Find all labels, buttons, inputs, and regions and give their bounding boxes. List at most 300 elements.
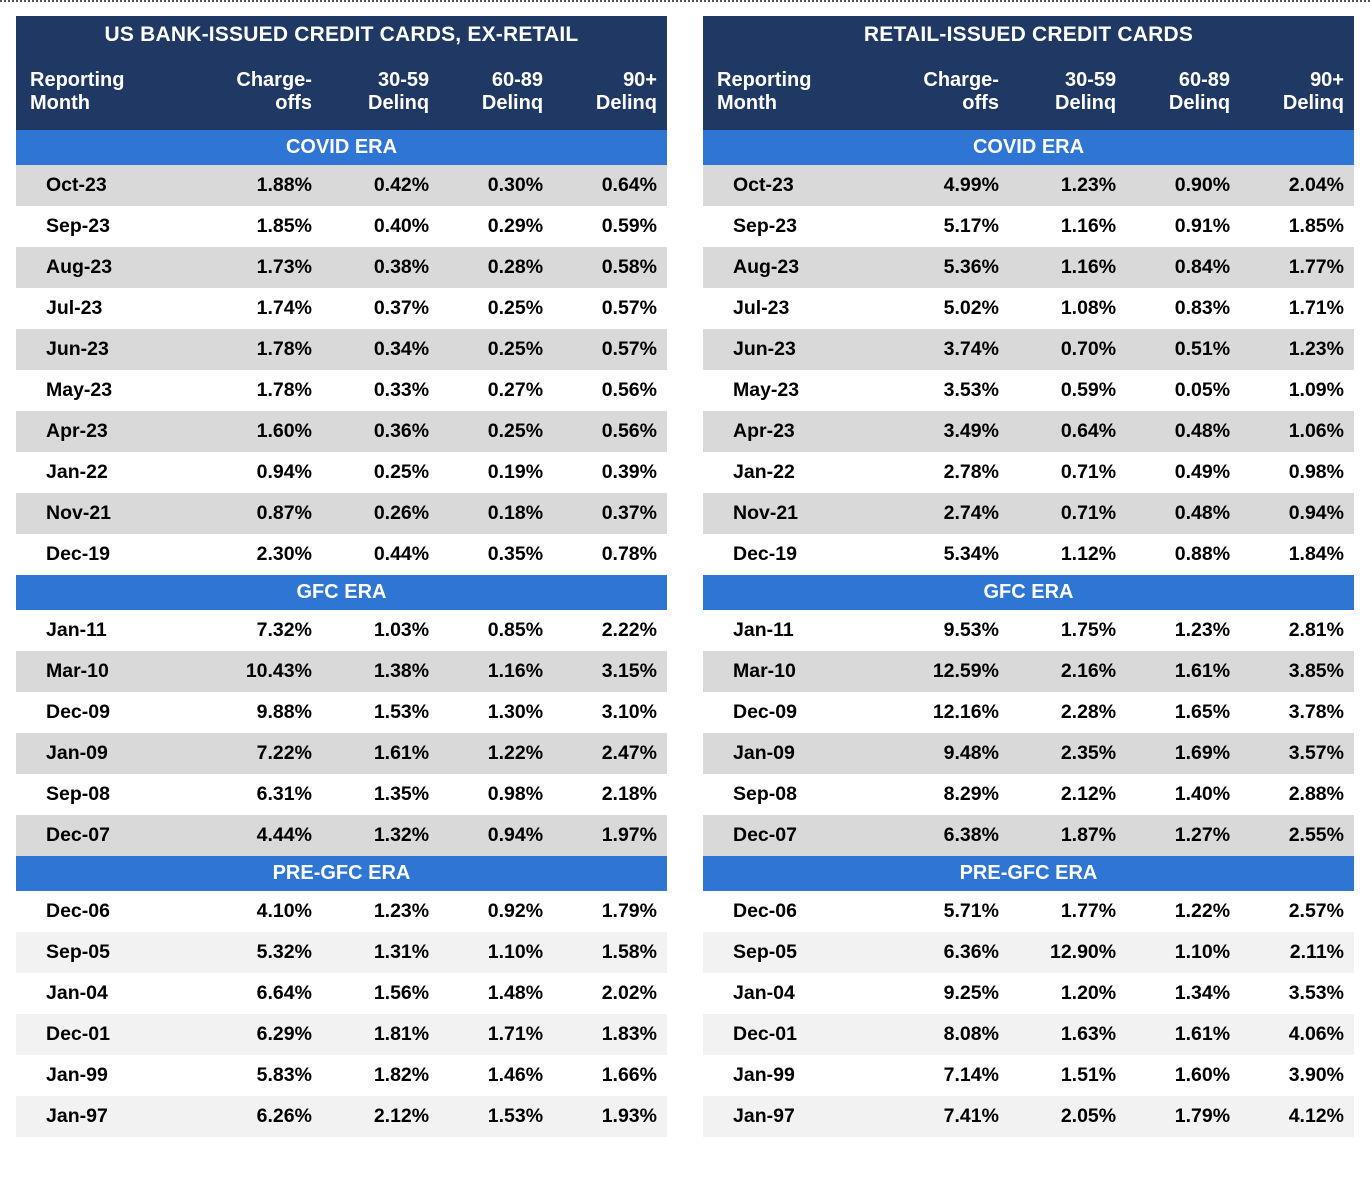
cell-month: Jul-23 [703,288,885,329]
table-row [703,206,1354,247]
cell-90-plus: 0.37% [553,493,667,534]
column-header-reporting-month [16,54,198,130]
cell-30-59: 0.71% [1009,493,1126,534]
cell-month: Dec-19 [16,534,198,575]
cell-30-59: 1.61% [322,733,439,774]
cell-30-59: 1.77% [1009,891,1126,932]
column-header-90-plus-delinq [1240,54,1354,130]
cell-month: Sep-23 [16,206,198,247]
cell-month: Jan-97 [16,1096,198,1137]
cell-charge-offs: 9.88% [198,692,322,733]
table-row [16,815,667,856]
cell-60-89: 0.92% [439,891,553,932]
section-header-row [703,575,1354,610]
table-row [16,329,667,370]
cell-month: Dec-01 [703,1014,885,1055]
cell-charge-offs: 7.41% [885,1096,1009,1137]
table-bank-issued [16,16,667,1137]
table-header-row [703,54,1354,130]
cell-month: Mar-10 [16,651,198,692]
table-row [16,1096,667,1137]
cell-charge-offs: 3.49% [885,411,1009,452]
header-line-2: Delinq [368,92,430,114]
cell-90-plus: 2.22% [553,610,667,651]
cell-30-59: 1.03% [322,610,439,651]
cell-month: Jan-09 [16,733,198,774]
table-row [16,206,667,247]
cell-60-89: 0.18% [439,493,553,534]
cell-90-plus: 0.78% [553,534,667,575]
cell-60-89: 1.61% [1126,651,1240,692]
cell-90-plus: 1.83% [553,1014,667,1055]
section-label: GFC ERA [703,575,1354,610]
cell-charge-offs: 5.71% [885,891,1009,932]
table-row [703,288,1354,329]
cell-90-plus: 1.06% [1240,411,1354,452]
cell-month: Dec-07 [703,815,885,856]
cell-60-89: 0.05% [1126,370,1240,411]
cell-month: Jan-04 [16,973,198,1014]
cell-30-59: 0.33% [322,370,439,411]
cell-charge-offs: 10.43% [198,651,322,692]
cell-30-59: 1.75% [1009,610,1126,651]
cell-charge-offs: 7.32% [198,610,322,651]
table-row [16,452,667,493]
cell-30-59: 1.23% [1009,165,1126,206]
cell-charge-offs: 5.17% [885,206,1009,247]
table-row [703,493,1354,534]
table-row [703,973,1354,1014]
cell-charge-offs: 2.30% [198,534,322,575]
cell-month: Dec-06 [16,891,198,932]
cell-60-89: 0.84% [1126,247,1240,288]
cell-90-plus: 1.79% [553,891,667,932]
cell-60-89: 1.69% [1126,733,1240,774]
cell-charge-offs: 4.99% [885,165,1009,206]
table-row [16,247,667,288]
cell-30-59: 0.59% [1009,370,1126,411]
table-row [16,973,667,1014]
cell-60-89: 1.61% [1126,1014,1240,1055]
cell-month: Jan-04 [703,973,885,1014]
cell-charge-offs: 5.02% [885,288,1009,329]
cell-charge-offs: 8.08% [885,1014,1009,1055]
table-row [703,815,1354,856]
cell-charge-offs: 7.22% [198,733,322,774]
cell-month: Sep-05 [16,932,198,973]
table-title: RETAIL-ISSUED CREDIT CARDS [703,16,1354,54]
cell-charge-offs: 5.83% [198,1055,322,1096]
cell-month: Jul-23 [16,288,198,329]
cell-90-plus: 0.94% [1240,493,1354,534]
cell-charge-offs: 6.36% [885,932,1009,973]
cell-charge-offs: 9.48% [885,733,1009,774]
cell-60-89: 0.90% [1126,165,1240,206]
cell-month: Sep-08 [16,774,198,815]
cell-60-89: 0.25% [439,329,553,370]
cell-charge-offs: 12.16% [885,692,1009,733]
cell-month: Jun-23 [16,329,198,370]
cell-month: Aug-23 [16,247,198,288]
tables-wrapper [16,16,1354,1137]
section-header-row [16,856,667,891]
cell-charge-offs: 9.53% [885,610,1009,651]
cell-charge-offs: 8.29% [885,774,1009,815]
cell-90-plus: 1.58% [553,932,667,973]
cell-90-plus: 1.97% [553,815,667,856]
cell-60-89: 1.71% [439,1014,553,1055]
cell-90-plus: 4.06% [1240,1014,1354,1055]
cell-60-89: 0.49% [1126,452,1240,493]
cell-90-plus: 2.11% [1240,932,1354,973]
table-row [703,452,1354,493]
cell-month: Dec-19 [703,534,885,575]
header-line-2: Delinq [595,92,657,114]
header-line-1: Reporting [30,69,125,91]
cell-month: Jan-11 [703,610,885,651]
cell-90-plus: 3.78% [1240,692,1354,733]
cell-60-89: 1.40% [1126,774,1240,815]
cell-60-89: 1.30% [439,692,553,733]
table-title-row [16,16,667,54]
cell-30-59: 1.81% [322,1014,439,1055]
cell-month: Mar-10 [703,651,885,692]
cell-30-59: 12.90% [1009,932,1126,973]
table-title-row [703,16,1354,54]
cell-30-59: 1.20% [1009,973,1126,1014]
header-line-2: Delinq [1282,92,1344,114]
cell-charge-offs: 1.73% [198,247,322,288]
cell-charge-offs: 4.10% [198,891,322,932]
cell-charge-offs: 2.74% [885,493,1009,534]
cell-60-89: 0.28% [439,247,553,288]
cell-90-plus: 2.04% [1240,165,1354,206]
table-row [16,692,667,733]
cell-charge-offs: 6.64% [198,973,322,1014]
cell-90-plus: 0.58% [553,247,667,288]
cell-30-59: 0.38% [322,247,439,288]
cell-90-plus: 1.84% [1240,534,1354,575]
cell-90-plus: 0.56% [553,411,667,452]
cell-30-59: 1.87% [1009,815,1126,856]
table-row [703,651,1354,692]
header-line-1: 60-89 [491,69,544,91]
column-header-60-89-delinq [1126,54,1240,130]
cell-60-89: 0.51% [1126,329,1240,370]
cell-30-59: 1.38% [322,651,439,692]
cell-90-plus: 4.12% [1240,1096,1354,1137]
section-label: PRE-GFC ERA [16,856,667,891]
cell-60-89: 0.35% [439,534,553,575]
table-row [16,534,667,575]
cell-30-59: 0.25% [322,452,439,493]
cell-month: May-23 [16,370,198,411]
cell-30-59: 0.42% [322,165,439,206]
cell-30-59: 1.23% [322,891,439,932]
table-row [703,329,1354,370]
cell-charge-offs: 1.78% [198,329,322,370]
cell-60-89: 1.27% [1126,815,1240,856]
header-line-2: Month [30,92,90,114]
table-row [703,1096,1354,1137]
table-row [703,891,1354,932]
column-header-charge-offs [198,54,322,130]
cell-charge-offs: 7.14% [885,1055,1009,1096]
cell-30-59: 1.16% [1009,247,1126,288]
cell-charge-offs: 5.32% [198,932,322,973]
cell-60-89: 0.48% [1126,411,1240,452]
table-row [16,165,667,206]
cell-month: Jun-23 [703,329,885,370]
cell-30-59: 1.16% [1009,206,1126,247]
cell-60-89: 1.48% [439,973,553,1014]
table-row [16,610,667,651]
table-row [703,774,1354,815]
column-header-60-89-delinq [439,54,553,130]
cell-60-89: 0.19% [439,452,553,493]
cell-30-59: 1.31% [322,932,439,973]
cell-90-plus: 2.18% [553,774,667,815]
header-line-2: Delinq [1168,92,1231,114]
header-line-1: Charge- [923,69,999,91]
cell-month: Jan-99 [16,1055,198,1096]
cell-90-plus: 2.55% [1240,815,1354,856]
table-row [703,1055,1354,1096]
table-row [16,493,667,534]
table-row [703,165,1354,206]
cell-month: Dec-06 [703,891,885,932]
cell-charge-offs: 1.74% [198,288,322,329]
header-line-2: offs [275,92,312,114]
cell-90-plus: 3.90% [1240,1055,1354,1096]
header-line-1: 90+ [623,69,657,91]
table-row [703,692,1354,733]
cell-90-plus: 2.02% [553,973,667,1014]
cell-30-59: 1.53% [322,692,439,733]
header-line-1: 90+ [1310,69,1344,91]
cell-month: Apr-23 [16,411,198,452]
cell-month: Jan-22 [16,452,198,493]
header-line-2: Delinq [481,92,544,114]
cell-month: Oct-23 [16,165,198,206]
cell-90-plus: 2.81% [1240,610,1354,651]
table-row [703,610,1354,651]
cell-60-89: 1.16% [439,651,553,692]
cell-60-89: 0.30% [439,165,553,206]
cell-60-89: 1.10% [1126,932,1240,973]
cell-90-plus: 2.47% [553,733,667,774]
cell-30-59: 1.08% [1009,288,1126,329]
column-header-30-59-delinq [1009,54,1126,130]
cell-30-59: 2.35% [1009,733,1126,774]
cell-30-59: 2.28% [1009,692,1126,733]
cell-30-59: 1.12% [1009,534,1126,575]
section-label: COVID ERA [703,130,1354,165]
cell-60-89: 1.53% [439,1096,553,1137]
table-row [16,774,667,815]
header-line-1: 30-59 [1064,69,1117,91]
section-label: GFC ERA [16,575,667,610]
cell-90-plus: 1.66% [553,1055,667,1096]
header-line-2: Delinq [1055,92,1117,114]
cell-60-89: 1.65% [1126,692,1240,733]
cell-90-plus: 2.57% [1240,891,1354,932]
cell-60-89: 0.25% [439,411,553,452]
table-row [16,733,667,774]
table-row [703,534,1354,575]
cell-90-plus: 1.09% [1240,370,1354,411]
table-header-row [16,54,667,130]
cell-90-plus: 0.39% [553,452,667,493]
header-line-1: 30-59 [377,69,430,91]
cell-month: Dec-09 [703,692,885,733]
column-header-90-plus-delinq [553,54,667,130]
table-row [16,651,667,692]
cell-60-89: 0.29% [439,206,553,247]
cell-90-plus: 0.57% [553,329,667,370]
table-row [16,288,667,329]
cell-charge-offs: 6.29% [198,1014,322,1055]
cell-month: Sep-23 [703,206,885,247]
cell-90-plus: 3.10% [553,692,667,733]
credit-card-table [16,16,667,1137]
cell-60-89: 0.27% [439,370,553,411]
cell-charge-offs: 5.36% [885,247,1009,288]
cell-60-89: 1.23% [1126,610,1240,651]
section-header-row [16,575,667,610]
cell-60-89: 1.34% [1126,973,1240,1014]
header-line-1: Reporting [717,69,812,91]
cell-month: Jan-22 [703,452,885,493]
cell-90-plus: 1.93% [553,1096,667,1137]
cell-90-plus: 2.88% [1240,774,1354,815]
cell-charge-offs: 1.85% [198,206,322,247]
cell-30-59: 1.32% [322,815,439,856]
table-row [16,891,667,932]
section-label: COVID ERA [16,130,667,165]
cell-90-plus: 3.85% [1240,651,1354,692]
cell-month: Nov-21 [16,493,198,534]
section-header-row [16,130,667,165]
cell-30-59: 0.36% [322,411,439,452]
cell-month: Aug-23 [703,247,885,288]
cell-charge-offs: 3.74% [885,329,1009,370]
table-retail-issued [703,16,1354,1137]
cell-month: Dec-01 [16,1014,198,1055]
cell-60-89: 1.22% [439,733,553,774]
cell-90-plus: 1.71% [1240,288,1354,329]
column-header-30-59-delinq [322,54,439,130]
cell-60-89: 1.46% [439,1055,553,1096]
cell-30-59: 0.64% [1009,411,1126,452]
cell-charge-offs: 12.59% [885,651,1009,692]
section-header-row [703,130,1354,165]
cell-30-59: 1.82% [322,1055,439,1096]
cell-60-89: 0.98% [439,774,553,815]
cell-90-plus: 1.23% [1240,329,1354,370]
cell-month: May-23 [703,370,885,411]
header-line-1: Charge- [236,69,312,91]
cell-90-plus: 0.56% [553,370,667,411]
cell-60-89: 1.22% [1126,891,1240,932]
cell-30-59: 2.16% [1009,651,1126,692]
cell-90-plus: 1.85% [1240,206,1354,247]
cell-charge-offs: 6.26% [198,1096,322,1137]
header-line-1: 60-89 [1178,69,1231,91]
table-row [703,932,1354,973]
cell-month: Jan-97 [703,1096,885,1137]
cell-month: Jan-09 [703,733,885,774]
cell-30-59: 2.12% [1009,774,1126,815]
cell-90-plus: 0.59% [553,206,667,247]
cell-60-89: 1.10% [439,932,553,973]
cell-month: Jan-99 [703,1055,885,1096]
section-header-row [703,856,1354,891]
cell-60-89: 0.85% [439,610,553,651]
cell-30-59: 2.05% [1009,1096,1126,1137]
cell-charge-offs: 6.31% [198,774,322,815]
table-row [16,932,667,973]
cell-month: Sep-05 [703,932,885,973]
cell-30-59: 1.51% [1009,1055,1126,1096]
cell-90-plus: 0.98% [1240,452,1354,493]
cell-charge-offs: 1.60% [198,411,322,452]
header-line-2: Month [717,92,777,114]
table-row [703,370,1354,411]
cell-charge-offs: 4.44% [198,815,322,856]
cell-charge-offs: 1.78% [198,370,322,411]
table-title: US BANK-ISSUED CREDIT CARDS, EX-RETAIL [16,16,667,54]
cell-charge-offs: 0.94% [198,452,322,493]
cell-charge-offs: 2.78% [885,452,1009,493]
cell-90-plus: 3.57% [1240,733,1354,774]
cell-month: Jan-11 [16,610,198,651]
cell-charge-offs: 3.53% [885,370,1009,411]
cell-30-59: 0.71% [1009,452,1126,493]
cell-30-59: 0.34% [322,329,439,370]
table-row [703,247,1354,288]
cell-month: Dec-07 [16,815,198,856]
table-row [703,1014,1354,1055]
cell-charge-offs: 6.38% [885,815,1009,856]
cell-30-59: 0.26% [322,493,439,534]
cell-month: Nov-21 [703,493,885,534]
cell-90-plus: 3.15% [553,651,667,692]
column-header-charge-offs [885,54,1009,130]
cell-30-59: 0.40% [322,206,439,247]
table-row [16,411,667,452]
cell-60-89: 0.83% [1126,288,1240,329]
cell-60-89: 0.88% [1126,534,1240,575]
cell-30-59: 0.70% [1009,329,1126,370]
cell-month: Oct-23 [703,165,885,206]
table-row [16,1014,667,1055]
section-label: PRE-GFC ERA [703,856,1354,891]
cell-90-plus: 0.64% [553,165,667,206]
credit-card-table [703,16,1354,1137]
cell-90-plus: 0.57% [553,288,667,329]
cell-month: Apr-23 [703,411,885,452]
cell-charge-offs: 5.34% [885,534,1009,575]
table-row [703,411,1354,452]
cell-60-89: 0.91% [1126,206,1240,247]
cell-30-59: 0.37% [322,288,439,329]
cell-30-59: 1.63% [1009,1014,1126,1055]
cell-60-89: 0.25% [439,288,553,329]
cell-month: Sep-08 [703,774,885,815]
cell-60-89: 0.94% [439,815,553,856]
table-row [16,1055,667,1096]
